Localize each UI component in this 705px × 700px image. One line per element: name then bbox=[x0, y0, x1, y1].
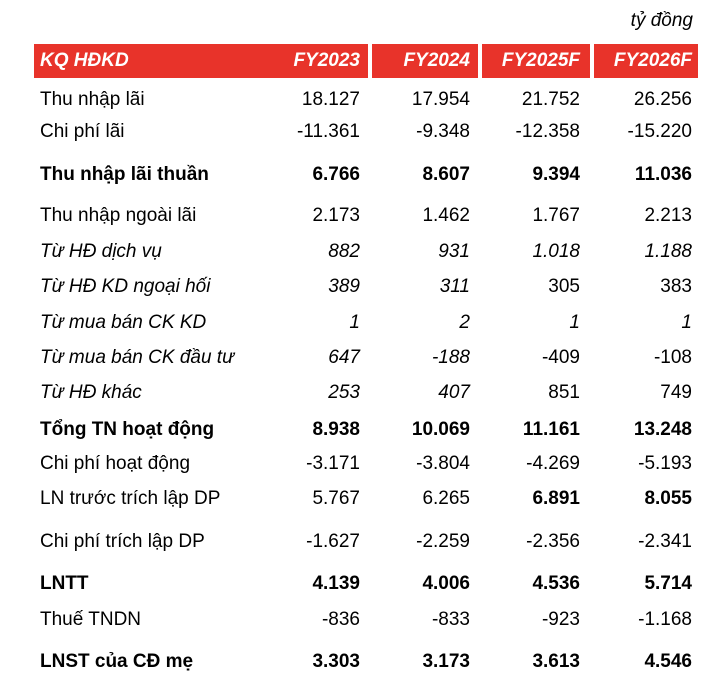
row-value-fy2026f: 749 bbox=[660, 382, 692, 403]
row-value-fy2023: -11.361 bbox=[296, 121, 360, 142]
row-value-fy2023: -836 bbox=[321, 609, 360, 630]
row-value-fy2026f: -2.341 bbox=[638, 531, 692, 552]
row-value-fy2025f: 1.018 bbox=[532, 241, 580, 262]
header-label: KQ HĐKD bbox=[40, 50, 129, 71]
table-row bbox=[34, 527, 698, 557]
row-label: Tổng TN hoạt động bbox=[40, 419, 215, 440]
row-value-fy2026f: 4.546 bbox=[644, 651, 692, 672]
table-row bbox=[34, 237, 698, 267]
row-value-fy2024: 8.607 bbox=[422, 164, 470, 185]
row-value-fy2023: 389 bbox=[328, 276, 360, 297]
row-value-fy2026f: 1.188 bbox=[644, 241, 692, 262]
row-value-fy2023: 4.139 bbox=[312, 573, 360, 594]
row-value-fy2024: 311 bbox=[439, 276, 470, 297]
row-value-fy2026f: 13.248 bbox=[633, 419, 692, 440]
row-value-fy2023: 18.127 bbox=[301, 89, 360, 110]
header-fy2025f: FY2025F bbox=[501, 50, 580, 71]
row-value-fy2024: 4.006 bbox=[422, 573, 470, 594]
row-value-fy2024: -9.348 bbox=[416, 121, 470, 142]
row-value-fy2025f: 6.891 bbox=[532, 488, 580, 509]
row-value-fy2025f: 4.536 bbox=[532, 573, 580, 594]
row-value-fy2025f: 9.394 bbox=[532, 164, 580, 185]
row-label: LN trước trích lập DP bbox=[40, 488, 221, 509]
row-label: Thuế TNDN bbox=[40, 609, 142, 630]
row-value-fy2026f: 8.055 bbox=[644, 488, 692, 509]
row-value-fy2025f: 11.161 bbox=[522, 419, 580, 440]
row-value-fy2024: -3.804 bbox=[416, 453, 470, 474]
row-value-fy2023: 1 bbox=[349, 312, 360, 333]
row-value-fy2025f: 21.752 bbox=[521, 89, 580, 110]
row-label: Chi phí trích lập DP bbox=[40, 531, 205, 552]
row-label: LNST của CĐ mẹ bbox=[40, 651, 194, 672]
row-value-fy2023: 882 bbox=[328, 241, 360, 262]
table-header bbox=[34, 44, 698, 78]
row-value-fy2023: 6.766 bbox=[312, 164, 360, 185]
row-value-fy2023: 253 bbox=[328, 382, 360, 403]
row-label: Từ HĐ dịch vụ bbox=[40, 241, 162, 262]
table-row bbox=[34, 605, 698, 635]
row-value-fy2026f: 11.036 bbox=[634, 164, 692, 185]
row-value-fy2026f: 5.714 bbox=[644, 573, 692, 594]
row-value-fy2026f: 383 bbox=[660, 276, 692, 297]
row-value-fy2026f: -5.193 bbox=[638, 453, 692, 474]
row-value-fy2024: 1.462 bbox=[422, 205, 470, 226]
row-label: Thu nhập lãi thuần bbox=[40, 164, 209, 185]
row-label: Từ HĐ KD ngoại hối bbox=[40, 276, 211, 297]
row-value-fy2026f: -108 bbox=[653, 347, 692, 368]
unit-label: tỷ đồng bbox=[630, 10, 693, 31]
table-row bbox=[34, 647, 698, 677]
row-value-fy2024: 3.173 bbox=[422, 651, 470, 672]
row-value-fy2025f: -409 bbox=[541, 347, 580, 368]
row-value-fy2026f: -1.168 bbox=[638, 609, 692, 630]
row-label: LNTT bbox=[40, 573, 89, 594]
row-value-fy2023: 2.173 bbox=[312, 205, 360, 226]
row-label: Từ mua bán CK KD bbox=[40, 312, 207, 333]
row-value-fy2025f: -4.269 bbox=[526, 453, 580, 474]
row-value-fy2025f: 1 bbox=[569, 312, 580, 333]
row-value-fy2023: -1.627 bbox=[306, 531, 360, 552]
row-value-fy2024: -188 bbox=[431, 347, 470, 368]
table-row bbox=[34, 569, 698, 599]
row-value-fy2026f: 26.256 bbox=[633, 89, 692, 110]
table-row bbox=[34, 378, 698, 408]
header-fy2024: FY2024 bbox=[403, 50, 470, 71]
row-value-fy2026f: 2.213 bbox=[644, 205, 692, 226]
row-value-fy2024: 931 bbox=[438, 241, 470, 262]
table-row bbox=[34, 272, 698, 302]
row-value-fy2025f: 1.767 bbox=[532, 205, 580, 226]
row-value-fy2023: 8.938 bbox=[312, 419, 360, 440]
table-row bbox=[34, 343, 698, 373]
row-value-fy2025f: 305 bbox=[548, 276, 580, 297]
row-value-fy2023: 647 bbox=[328, 347, 360, 368]
row-value-fy2026f: 1 bbox=[681, 312, 692, 333]
row-value-fy2025f: -2.356 bbox=[526, 531, 580, 552]
row-label: Từ mua bán CK đầu tư bbox=[40, 347, 235, 368]
table-row bbox=[34, 415, 698, 445]
row-label: Chi phí lãi bbox=[40, 121, 125, 142]
table-row bbox=[34, 308, 698, 338]
header-fy2023: FY2023 bbox=[293, 50, 360, 71]
row-label: Chi phí hoạt động bbox=[40, 453, 191, 474]
row-value-fy2026f: -15.220 bbox=[627, 121, 692, 142]
table-row bbox=[34, 160, 698, 190]
row-label: Từ HĐ khác bbox=[40, 382, 142, 403]
row-value-fy2023: 3.303 bbox=[312, 651, 360, 672]
row-value-fy2023: 5.767 bbox=[312, 488, 360, 509]
row-value-fy2024: 10.069 bbox=[411, 419, 470, 440]
row-value-fy2025f: 851 bbox=[548, 382, 580, 403]
row-value-fy2024: 6.265 bbox=[422, 488, 470, 509]
table-row bbox=[34, 484, 698, 514]
row-value-fy2024: 2 bbox=[459, 312, 470, 333]
table-row bbox=[34, 117, 698, 147]
row-value-fy2025f: -923 bbox=[541, 609, 580, 630]
table-row bbox=[34, 201, 698, 231]
header-fy2026f: FY2026F bbox=[613, 50, 692, 71]
table-row bbox=[34, 85, 698, 115]
row-value-fy2024: 407 bbox=[438, 382, 470, 403]
row-value-fy2024: -2.259 bbox=[416, 531, 470, 552]
row-value-fy2024: -833 bbox=[431, 609, 470, 630]
row-value-fy2024: 17.954 bbox=[411, 89, 470, 110]
row-value-fy2025f: -12.358 bbox=[515, 121, 580, 142]
row-value-fy2023: -3.171 bbox=[306, 453, 360, 474]
row-label: Thu nhập lãi bbox=[40, 89, 145, 110]
row-label: Thu nhập ngoài lãi bbox=[40, 205, 197, 226]
row-value-fy2025f: 3.613 bbox=[532, 651, 580, 672]
table-row bbox=[34, 449, 698, 479]
